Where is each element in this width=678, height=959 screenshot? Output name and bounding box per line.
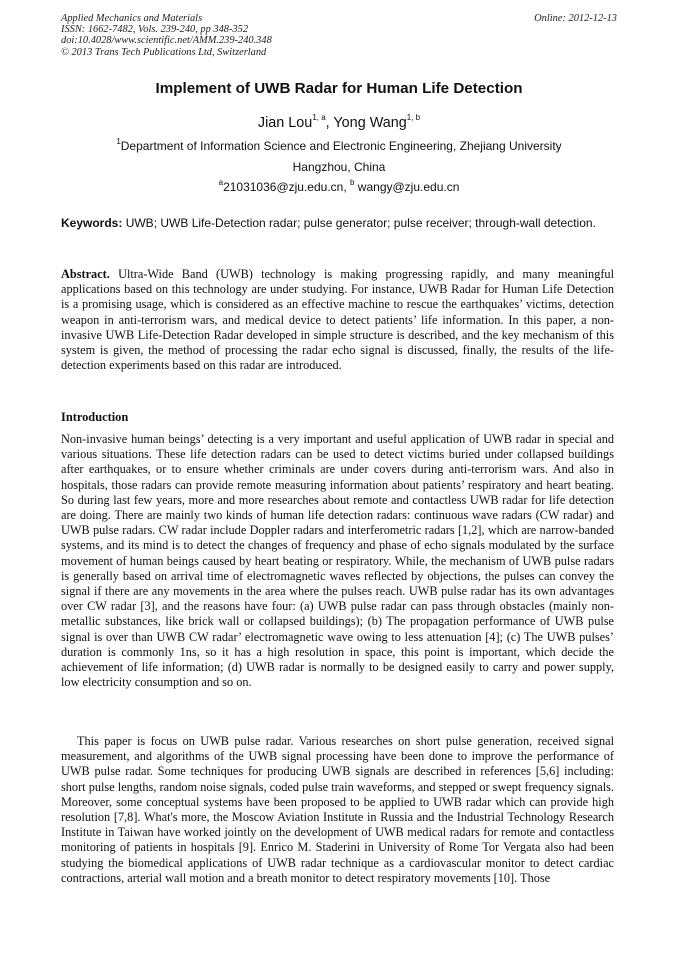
introduction-paragraph: Non-invasive human beings’ detecting is a very important and useful application of UWB radar in special and various situations. These life detection radars can be used to detect victims buried under collapsed buildings after earthquakes, or to ensure whether criminals are under covers during anti-terrorism wars. And also in hospitals, those radars can provide remote measuring information about patients’ respiratory and heart beating. So during last few years, more and more researches about remote and contactless UWB radar for life detection are doing. There are mainly two kinds of human life detection radars: continuous wave radars (CW radar) and UWB pulse radars. CW radar include Doppler radars and interferometric radars [1,2], which are narrow-banded systems, and its mind is to detect the changes of frequency and phase of echo signals modulated by the surface movement of human beings caused by heart beating or respiratory. While, the mechanism of UWB pulse radars is generally based on arrival time of electromagnetic waves reflected by objections, the pulses can convey the signal if there are any movements in the area where the pulses reach. UWB pulse radar has its own advantages over CW radar [3], and the reasons have four: (a) UWB pulse radar can pass through obstacles (mainly non-metallic substances, like brick wall or collapsed buildings); (b) The propagation performance of UWB pulse signal is over than UWB CW radar’ electromagnetic wave owing to less attenuation [4]; (c) The UWB pulses’ duration is commonly 1ns, so it has a high resolution in space, this point is important, which decide the achievement of life information; (d) UWB radar is normally to be designed easily to carry and power supply, low electricity consumption and so on. (61, 432, 614, 690)
department-text: Department of Information Science and Electronic Engineering, Zhejiang University (120, 139, 562, 153)
abstract-text: Ultra-Wide Band (UWB) technology is making progressing rapidly, and many meaningful applications based on this technology are under studying. For instance, UWB Radar for Human Life Detection is a promising usage, which is considered as an effective machine to rescue the earthquakes’ victims, detection weapon in anti-terrorism wars, and medical device to detect patients’ life information. In this paper, a non-invasive UWB Life-Detection Radar developed in simple structure is described, and the key mechanism of this system is given, the method of processing the radar echo signal is discussed, finally, the results of the life-detection experiments based on this radar are introduced. (61, 267, 614, 373)
online-date: Online: 2012-12-13 (534, 13, 617, 24)
email-mark: a (218, 178, 224, 187)
keywords-block (61, 216, 617, 231)
author-affil-mark: 1, b (406, 113, 421, 123)
author-name: Jian Lou (257, 115, 313, 131)
email-a: 21031036@zju.edu.cn, (223, 180, 351, 194)
abstract-label: Abstract. (61, 267, 110, 281)
doi-line: doi:10.4028/www.scientific.net/AMM.239-240.348 (61, 35, 272, 47)
issn-line: ISSN: 1662-7482, Vols. 239-240, pp 348-352 (61, 24, 249, 36)
keywords-label: Keywords: (61, 216, 123, 230)
affiliation-department (61, 139, 617, 153)
copyright-line: © 2013 Trans Tech Publications Ltd, Switzerland (61, 46, 267, 58)
author-name: Yong Wang (333, 115, 407, 131)
affil-mark: 1 (116, 137, 121, 146)
author-line (61, 114, 617, 132)
paper-title: Implement of UWB Radar for Human Life Detection (155, 80, 523, 97)
keywords-text: UWB; UWB Life-Detection radar; pulse generator; pulse receiver; through-wall detection. (122, 216, 596, 230)
journal-name: Applied Mechanics and Materials (61, 13, 203, 24)
author-separator: , (325, 115, 334, 131)
introduction-paragraph: This paper is focus on UWB pulse radar. Various researches on short pulse generation, received signal measurement, and algorithms of the UWB signal processing have been done to improve the performance of UWB pulse radar. Some techniques for producing UWB signals are described in references [5,6] including: short pulse lengths, random noise signals, coded pulse train waveforms, and stepped or swept frequency signals. Moreover, some conceptual systems have been proposed to be applied to UWB radar which can provide high resolution [7,8]. What's more, the Moscow Aviation Institute in Russia and the Industrial Technology Research Institute in Taiwan have worked jointly on the development of UWB medical radars for remote and contactless monitoring of patients in hospitals [9]. Enrico M. Staderini in University of Rome Tor Vergata also had been studying the biomedical applications of UWB radar technique as a cardiovascular monitor to detect cardiac contractions, arterial wall motion and a breath monitor to detect respiratory movements [10]. Those (61, 734, 614, 885)
journal-header (61, 13, 617, 58)
email-mark: b (350, 178, 355, 187)
affiliation-emails (61, 180, 617, 194)
introduction-heading: Introduction (61, 410, 129, 424)
affiliation-city: Hangzhou, China (292, 160, 386, 174)
email-b: wangy@zju.edu.cn (354, 180, 460, 194)
abstract-block (61, 267, 614, 373)
author-affil-mark: 1, a (312, 113, 326, 123)
